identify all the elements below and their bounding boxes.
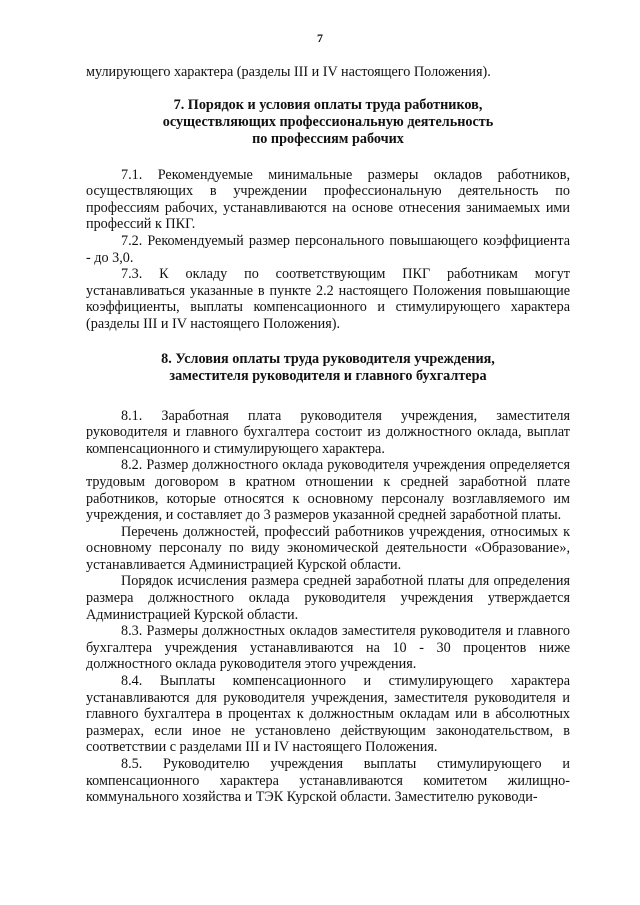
section-7-heading: [86, 97, 570, 148]
paragraph-7-3: 7.3. К окладу по соответствующим ПКГ работникам могут устанавливаться указанные в пункте 2.2 настоящего Положения повышающие коэффициенты, выплаты компенсационного и стимулирующего характера (разделы III и IV настоящего Положения).: [86, 266, 570, 332]
section-7-body: [86, 167, 570, 333]
paragraph-8-2: 8.2. Размер должностного оклада руководителя учреждения определяется трудовым договором в кратном отношении к средней заработной плате работников, которые относятся к основному персоналу возглавляемого им учреждения, и составляет до 3 размеров указанной средней заработной платы.: [86, 457, 570, 524]
section-heading-line: 7. Порядок и условия оплаты труда работников,: [173, 96, 483, 113]
paragraph-8-2-procedure: Порядок исчисления размера средней заработной платы для определения размера должностного оклада руководителя учреждения утверждается Администрацией Курской области.: [86, 573, 570, 623]
page-number: 7: [317, 31, 323, 45]
paragraph-8-5: 8.5. Руководителю учреждения выплаты стимулирующего и компенсационного характера устанавливаются комитетом жилищно-коммунального хозяйства и ТЭК Курской области. Заместителю руководи-: [86, 756, 570, 806]
section-heading-line: заместителя руководителя и главного бухгалтера: [169, 367, 487, 384]
section-heading-line: 8. Условия оплаты труда руководителя учреждения,: [161, 350, 495, 367]
paragraph-8-3: 8.3. Размеры должностных окладов заместителя руководителя и главного бухгалтера учреждения устанавливаются на 10 - 30 процентов ниже должностного оклада руководителя этого учреждения.: [86, 623, 570, 673]
paragraph-7-1: 7.1. Рекомендуемые минимальные размеры окладов работников, осуществляющих в учреждении профессиональную деятельность по профессиям рабочих, устанавливаются на основе отнесения занимаемых ими профессий к ПКГ.: [86, 166, 570, 233]
paragraph-8-1: 8.1. Заработная плата руководителя учреждения, заместителя руководителя и главного бухгалтера состоит из должностного оклада, выплат компенсационного и стимулирующего характера.: [86, 407, 570, 457]
paragraph-7-2: 7.2. Рекомендуемый размер персонального повышающего коэффициента - до 3,0.: [86, 232, 570, 266]
paragraph-8-4: 8.4. Выплаты компенсационного и стимулирующего характера устанавливаются для руководителя учреждения, заместителя руководителя и главного бухгалтера в процентах к должностным окладам или в абсолютных размерах, если иное не установлено действующим законодательством, в соответствии с разделами III и IV настоящего Положения.: [86, 673, 570, 756]
section-8-heading: [86, 351, 570, 385]
paragraph-8-2-list: Перечень должностей, профессий работников учреждения, относимых к основному персоналу по виду экономической деятельности «Образование», устанавливается Администрацией Курской области.: [86, 523, 570, 573]
document-body: [86, 64, 570, 806]
intro-line: мулирующего характера (разделы III и IV настоящего Положения).: [86, 64, 491, 80]
section-heading-line: осуществляющих профессиональную деятельность: [162, 113, 494, 130]
section-8-body: [86, 408, 570, 806]
section-heading-line: по профессиям рабочих: [252, 130, 404, 147]
